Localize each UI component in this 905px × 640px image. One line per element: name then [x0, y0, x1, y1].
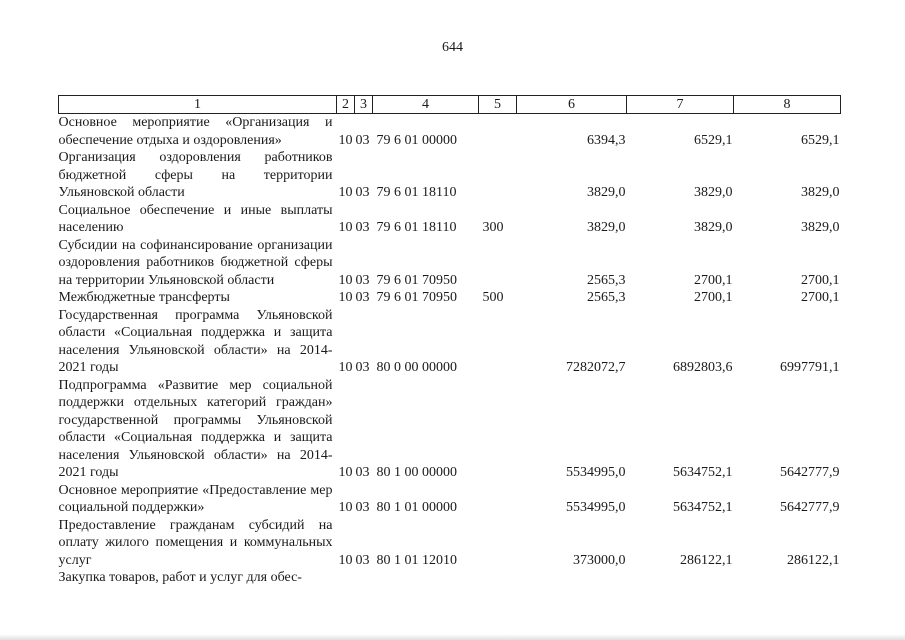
amount-col-8: 6997791,1	[780, 360, 840, 375]
amount-col-7: 2700,1	[694, 272, 733, 288]
expense-type-code	[479, 377, 517, 482]
section-code: 10	[338, 500, 353, 515]
amount-col-6	[517, 569, 627, 587]
amount-col-6: 6394,3	[587, 132, 626, 148]
section-code: 10	[338, 552, 353, 568]
amount-col-6: 3829,0	[587, 220, 626, 235]
expense-type-code	[479, 517, 517, 570]
table-row	[59, 202, 841, 237]
item-name: Организация оздоровления работников бюджетной сферы на территории Ульяновской области	[58, 150, 333, 200]
section-code: 10	[338, 185, 353, 200]
item-name: Предоставление гражданам субсидий на оплату жилого помещения и коммунальных услуг	[58, 517, 333, 568]
amount-col-6: 2565,3	[587, 290, 626, 305]
section-code: 10	[338, 220, 353, 235]
section-code: 10	[338, 272, 353, 288]
target-article-code: 79 6 01 18110	[376, 220, 457, 235]
amount-col-8: 3829,0	[801, 220, 840, 235]
table-row	[59, 569, 841, 587]
subsection-code: 03	[355, 465, 370, 480]
target-article-code: 79 6 01 70950	[376, 272, 457, 288]
amount-col-8: 5642777,9	[780, 500, 840, 515]
amount-col-7: 3829,0	[694, 185, 733, 200]
amount-col-7: 2700,1	[694, 290, 733, 305]
subsection-code: 03	[355, 552, 370, 568]
item-name: Подпрограмма «Развитие мер социальной поддержки отдельных категорий граждан» государственной программы Ульяновской области «Социальная поддержка и защита населения Ульяновской области» на 2014-2021 годы	[58, 377, 333, 480]
target-article-code: 80 1 00 00000	[376, 465, 457, 480]
amount-col-7: 6892803,6	[673, 360, 733, 375]
table-row	[59, 517, 841, 570]
column-header: 4	[373, 96, 479, 114]
target-article-code: 79 6 01 00000	[376, 132, 457, 148]
amount-col-6: 3829,0	[587, 185, 626, 200]
target-article-code	[373, 569, 479, 587]
page-number: 644	[442, 40, 463, 55]
item-name: Государственная программа Ульяновской области «Социальная поддержка и защита населения Ульяновской области» на 2014-2021 годы	[58, 307, 333, 375]
item-name: Субсидии на софинансирование организации оздоровления работников бюджетной сферы на территории Ульяновской области	[58, 237, 333, 288]
amount-col-8: 6529,1	[801, 132, 840, 148]
amount-col-7: 5634752,1	[673, 465, 733, 480]
expense-type-code	[479, 114, 517, 150]
column-header: 2	[337, 96, 355, 114]
amount-col-7	[627, 569, 734, 587]
subsection-code	[355, 569, 373, 587]
amount-col-6: 5534995,0	[566, 465, 626, 480]
target-article-code: 79 6 01 18110	[376, 185, 457, 200]
subsection-code: 03	[355, 220, 370, 235]
target-article-code: 80 1 01 12010	[376, 552, 457, 568]
item-name: Межбюджетные трансферты	[58, 290, 230, 305]
budget-table	[58, 95, 841, 587]
column-header: 5	[479, 96, 517, 114]
expense-type-code: 300	[482, 220, 504, 235]
item-name: Закупка товаров, работ и услуг для обес-	[58, 570, 302, 585]
table-row	[59, 114, 841, 150]
section-code	[337, 569, 355, 587]
subsection-code: 03	[355, 290, 370, 305]
subsection-code: 03	[355, 132, 370, 148]
amount-col-8: 286122,1	[787, 552, 840, 568]
item-name: Основное мероприятие «Предоставление мер социальной поддержки»	[58, 482, 333, 515]
subsection-code: 03	[355, 185, 370, 200]
item-name: Социальное обеспечение и иные выплаты населению	[58, 202, 333, 235]
subsection-code: 03	[355, 500, 370, 515]
column-header: 6	[517, 96, 627, 114]
amount-col-7: 286122,1	[680, 552, 733, 568]
amount-col-6: 5534995,0	[566, 500, 626, 515]
table-header-row	[59, 96, 841, 114]
amount-col-8: 2700,1	[801, 290, 840, 305]
amount-col-6: 2565,3	[587, 272, 626, 288]
column-header: 3	[355, 96, 373, 114]
item-name: Основное мероприятие «Организация и обеспечение отдыха и оздоровления»	[58, 115, 333, 148]
column-header: 1	[59, 96, 337, 114]
expense-type-code	[479, 149, 517, 202]
amount-col-7: 3829,0	[694, 220, 733, 235]
section-code: 10	[338, 290, 353, 305]
subsection-code: 03	[355, 272, 370, 288]
table-row	[59, 377, 841, 482]
table-row	[59, 237, 841, 290]
column-header: 7	[627, 96, 734, 114]
target-article-code: 80 1 01 00000	[376, 500, 457, 515]
section-code: 10	[338, 132, 353, 148]
target-article-code: 80 0 00 00000	[376, 360, 457, 375]
expense-type-code	[479, 237, 517, 290]
column-header: 8	[734, 96, 841, 114]
target-article-code: 79 6 01 70950	[376, 290, 457, 305]
table-row	[59, 289, 841, 307]
amount-col-8	[734, 569, 841, 587]
amount-col-8: 2700,1	[801, 272, 840, 288]
section-code: 10	[338, 465, 353, 480]
table-row	[59, 482, 841, 517]
expense-type-code	[479, 569, 517, 587]
subsection-code: 03	[355, 360, 370, 375]
amount-col-6: 7282072,7	[566, 360, 626, 375]
amount-col-8: 5642777,9	[780, 465, 840, 480]
table-row	[59, 307, 841, 377]
expense-type-code	[479, 307, 517, 377]
amount-col-7: 5634752,1	[673, 500, 733, 515]
scan-edge-shadow	[0, 634, 905, 640]
table-row	[59, 149, 841, 202]
expense-type-code: 500	[482, 290, 504, 305]
amount-col-7: 6529,1	[694, 132, 733, 148]
amount-col-8: 3829,0	[801, 185, 840, 200]
amount-col-6: 373000,0	[573, 552, 626, 568]
section-code: 10	[338, 360, 353, 375]
expense-type-code	[479, 482, 517, 517]
